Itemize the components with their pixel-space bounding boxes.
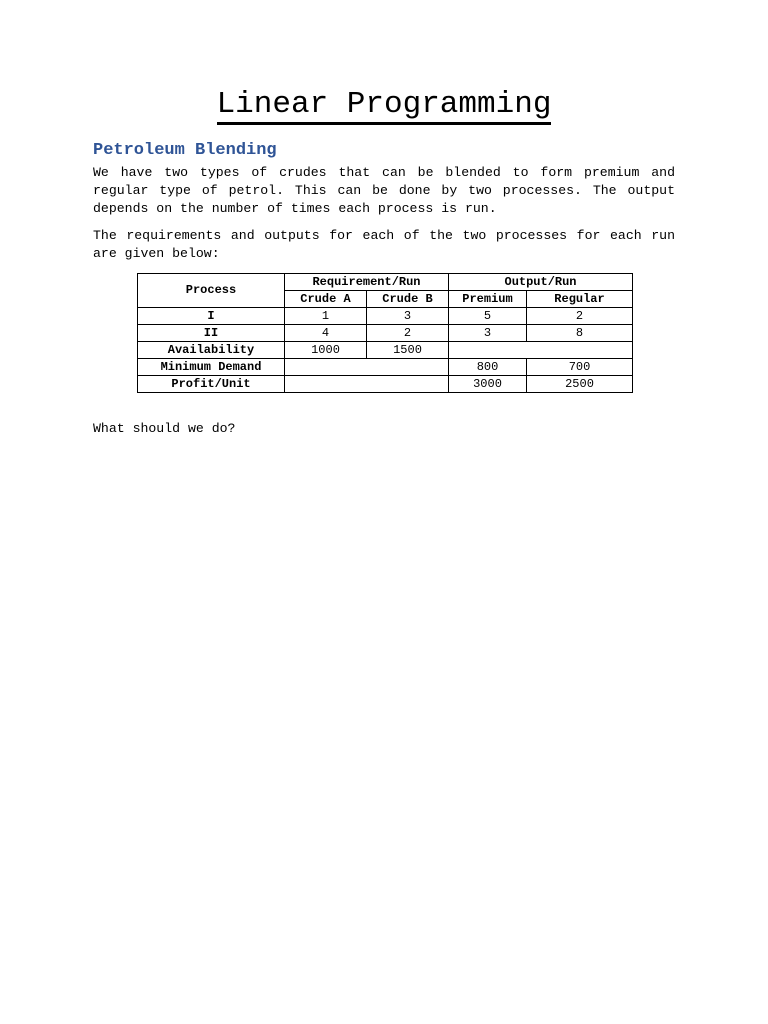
output-group-header: Output/Run — [449, 274, 633, 291]
table-cell: 3 — [367, 308, 449, 325]
table-cell: 3000 — [449, 376, 527, 393]
page-title-text: Linear Programming — [217, 88, 552, 125]
requirement-group-header: Requirement/Run — [285, 274, 449, 291]
table-cell: 1000 — [285, 342, 367, 359]
profit-unit-row — [138, 376, 633, 393]
row-label: Minimum Demand — [138, 359, 285, 376]
table-cell: 2 — [527, 308, 633, 325]
table-row — [138, 308, 633, 325]
availability-row — [138, 342, 633, 359]
column-header-premium: Premium — [449, 291, 527, 308]
table-cell-empty — [449, 342, 633, 359]
table-cell: 4 — [285, 325, 367, 342]
table-cell: 3 — [449, 325, 527, 342]
table-cell: 700 — [527, 359, 633, 376]
row-label: Availability — [138, 342, 285, 359]
row-label: Profit/Unit — [138, 376, 285, 393]
table-cell: 5 — [449, 308, 527, 325]
section-heading: Petroleum Blending — [93, 141, 277, 160]
minimum-demand-row — [138, 359, 633, 376]
table-cell: 2 — [367, 325, 449, 342]
table-cell: 1 — [285, 308, 367, 325]
process-header: Process — [138, 274, 285, 308]
intro-paragraph: We have two types of crudes that can be blended to form premium and regular type of petrol. This can be done by two processes. The output depends on the number of times each process is run. — [93, 165, 675, 216]
table-cell: 800 — [449, 359, 527, 376]
table-cell-empty — [285, 359, 449, 376]
process-table — [137, 273, 633, 393]
column-header-crude-a: Crude A — [285, 291, 367, 308]
row-label: I — [138, 308, 285, 325]
requirements-paragraph: The requirements and outputs for each of the two processes for each run are given below: — [93, 228, 675, 261]
question-paragraph: What should we do? — [93, 421, 236, 436]
table-cell: 8 — [527, 325, 633, 342]
column-header-crude-b: Crude B — [367, 291, 449, 308]
page-title — [0, 86, 768, 125]
column-header-regular: Regular — [527, 291, 633, 308]
table-cell: 1500 — [367, 342, 449, 359]
table-header-row — [138, 274, 633, 291]
table-cell-empty — [285, 376, 449, 393]
row-label: II — [138, 325, 285, 342]
table-cell: 2500 — [527, 376, 633, 393]
table-row — [138, 325, 633, 342]
